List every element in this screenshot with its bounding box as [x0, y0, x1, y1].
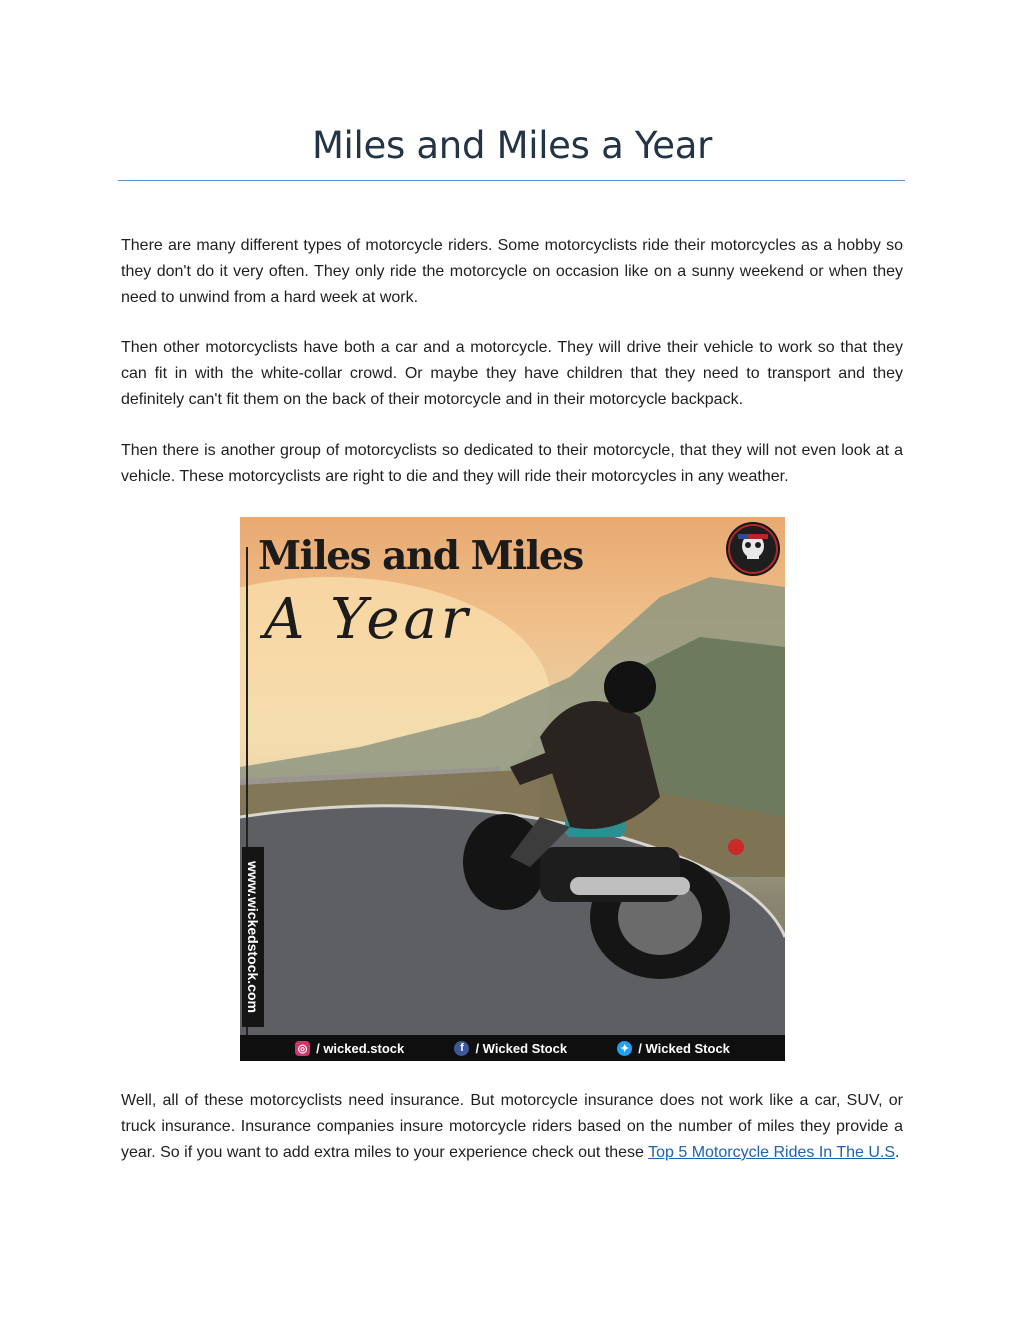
twitter-icon: ✦	[617, 1041, 632, 1056]
facebook-icon: f	[454, 1041, 469, 1056]
social-twitter	[617, 1041, 730, 1056]
side-url-text: www.wickedstock.com	[245, 861, 261, 1013]
paragraph-3: Then there is another group of motorcyclists so dedicated to their motorcycle, that they will not even look at a vehicle. These motorcyclists are right to die and they will ride their motorcycles in any weather.	[121, 442, 903, 485]
poster-headline: Miles and Miles	[258, 533, 583, 579]
side-url-strip	[242, 847, 264, 1027]
social-label: / Wicked Stock	[475, 1040, 568, 1056]
article-image	[240, 517, 785, 1061]
skull-logo-icon	[726, 522, 780, 576]
social-facebook	[454, 1041, 567, 1056]
page-title: Miles and Miles a Year	[311, 124, 713, 167]
title-divider	[118, 180, 905, 181]
paragraph-2: Then other motorcyclists have both a car and a motorcycle. They will drive their vehicle to work so that they can fit in with the white-collar crowd. Or maybe they have children that they need to transport and they definitely can't fit them on the back of their motorcycle and in their motorcycle backpack.	[121, 339, 903, 408]
closing-text: Well, all of these motorcyclists need insurance. But motorcycle insurance does not work like a car, SUV, or truck insurance. Insurance companies insure motorcycle riders based on the number of miles they provide a year. So if you want to add extra miles to your experience check out these	[121, 1092, 903, 1161]
social-label: / wicked.stock	[316, 1040, 405, 1056]
social-bar	[240, 1035, 785, 1061]
instagram-icon: ◎	[295, 1041, 310, 1056]
poster-script-line: A Year	[264, 587, 472, 652]
closing-period: .	[895, 1144, 900, 1161]
social-label: / Wicked Stock	[638, 1040, 730, 1056]
social-instagram	[295, 1041, 404, 1056]
closing-paragraph	[121, 1088, 903, 1166]
top-rides-link[interactable]: Top 5 Motorcycle Rides In The U.S	[648, 1144, 896, 1161]
paragraph-1: There are many different types of motorcycle riders. Some motorcyclists ride their motorcycles as a hobby so they don't do it very often. They only ride the motorcycle on occasion like on a sunny weekend or when they need to unwind from a hard week at work.	[121, 237, 903, 306]
